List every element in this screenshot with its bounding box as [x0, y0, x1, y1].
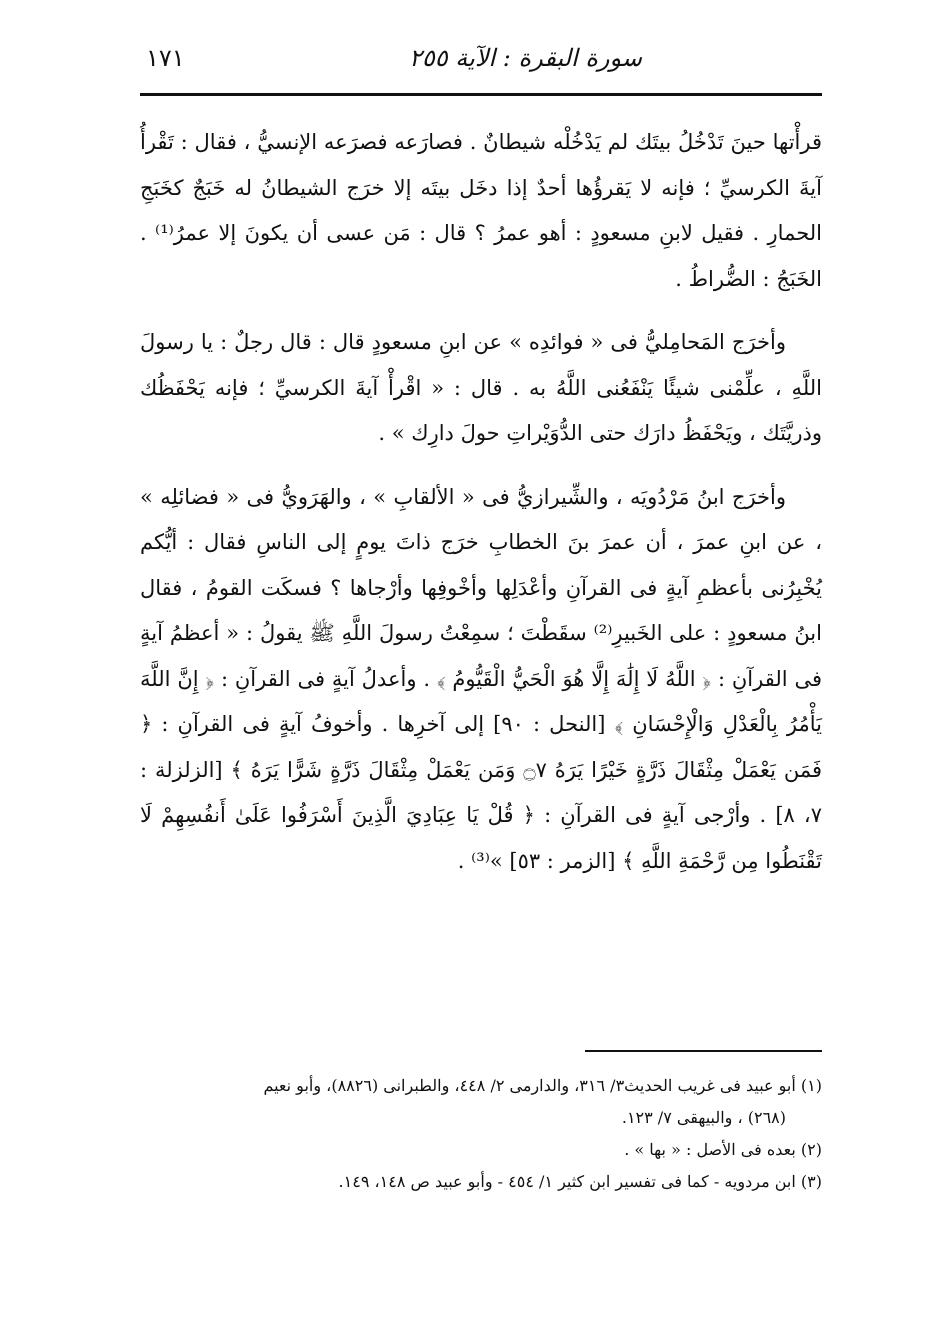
footnotes-section — [140, 1070, 822, 1198]
footnote-1-continuation: (٢٦٨) ، والبيهقى ٧/ ١٢٣. — [621, 1108, 786, 1127]
footnote-3: (٣) ابن مردويه - كما فى تفسير ابن كثير ١/ ٤٥٤ - وأبو عبيد ص ١٤٨، ١٤٩. — [338, 1172, 822, 1191]
paragraph-spacer — [140, 302, 822, 320]
footnote-2: (٢) بعده فى الأصل : « بها » . — [624, 1140, 822, 1159]
running-title: سورة البقرة : الآية ٢٥٥ — [408, 44, 642, 72]
header-divider — [140, 93, 822, 96]
paragraph-1: قرأْتها حينَ تَدْخُلُ بيتَك لم يَدْخُلْه شيطانٌ . فصارَعه فصرَعه الإنسيُّ ، فقال : تَقْرأُ آيةَ الكرسيِّ ؛ فإنه لا يَقرؤُها أحدٌ إذا دخَل بيتَه إلا خرَج الشيطانُ له خَبَجٌ كخَبَجِ الحمارِ . فقيل لابنِ مسعودٍ : أهو عمرُ ؟ قال : مَن عسى أن يكونَ إلا عمرُ⁽¹⁾ . الخَبَجُ : الضُّراطُ . — [140, 130, 822, 291]
page-header — [140, 40, 822, 88]
footnote-1: (١) أبو عبيد فى غريب الحديث٣/ ٣١٦، والدارمى ٢/ ٤٤٨، والطبرانى (٨٨٢٦)، وأبو نعيم — [263, 1076, 822, 1095]
paragraph-3: وأخرَج ابنُ مَرْدُويَه ، والشِّيرازيُّ فى « الألقابِ » ، والهَرَويُّ فى « فضائلِه » ، عن ابنِ عمرَ ، أن عمرَ بنَ الخطابِ خرَج ذاتَ يومٍ إلى الناسِ فقال : أيُّكم يُخْبِرُنى بأعظمِ آيةٍ فى القرآنِ وأعْدَلِها وأخْوفِها وأرْجاها ؟ فسكَت القومُ ، فقال ابنُ مسعودٍ : على الخَبيرِ⁽²⁾ سقَطْتَ ؛ سمِعْتُ رسولَ اللَّهِ ﷺ يقولُ : « أعظمُ آيةٍ فى القرآنِ : ﴿ اللَّهُ لَا إِلَٰهَ إِلَّا هُوَ الْحَيُّ الْقَيُّومُ ﴾ . وأعدلُ آيةٍ فى القرآنِ : ﴿ إِنَّ اللَّهَ يَأْمُرُ بِالْعَدْلِ وَالْإِحْسَانِ ﴾ [النحل : ٩٠] إلى آخرِها . وأخوفُ آيةٍ فى القرآنِ : ﴿ فَمَن يَعْمَلْ مِثْقَالَ ذَرَّةٍ خَيْرًا يَرَهُ ۝٧ وَمَن يَعْمَلْ مِثْقَالَ ذَرَّةٍ شَرًّا يَرَهُ ﴾ [الزلزلة : ٧، ٨] . وأرْجى آيةٍ فى القرآنِ : ﴿ قُلْ يَا عِبَادِيَ الَّذِينَ أَسْرَفُوا عَلَىٰ أَنفُسِهِمْ لَا تَقْنَطُوا مِن رَّحْمَةِ اللَّهِ ﴾ [الزمر : ٥٣] »⁽³⁾ . — [140, 484, 822, 873]
footnote-divider — [585, 1050, 822, 1052]
page-number: ١٧١ — [146, 44, 185, 72]
paragraph-2: وأخرَج المَحامِليُّ فى « فوائدِه » عن ابنِ مسعودٍ قال : قال رجلٌ : يا رسولَ اللَّهِ ، علِّمْنى شيئًا يَنْفَعُنى اللَّهُ به . قال : « اقْرأْ آيةَ الكرسيِّ ؛ فإنه يَحْفَظُك وذريَّتَك ، ويَحْفَظُ دارَك حتى الدُّوَيْراتِ حولَ دارِك » . — [140, 330, 822, 445]
paragraph-spacer — [140, 457, 822, 475]
main-text — [140, 120, 822, 884]
